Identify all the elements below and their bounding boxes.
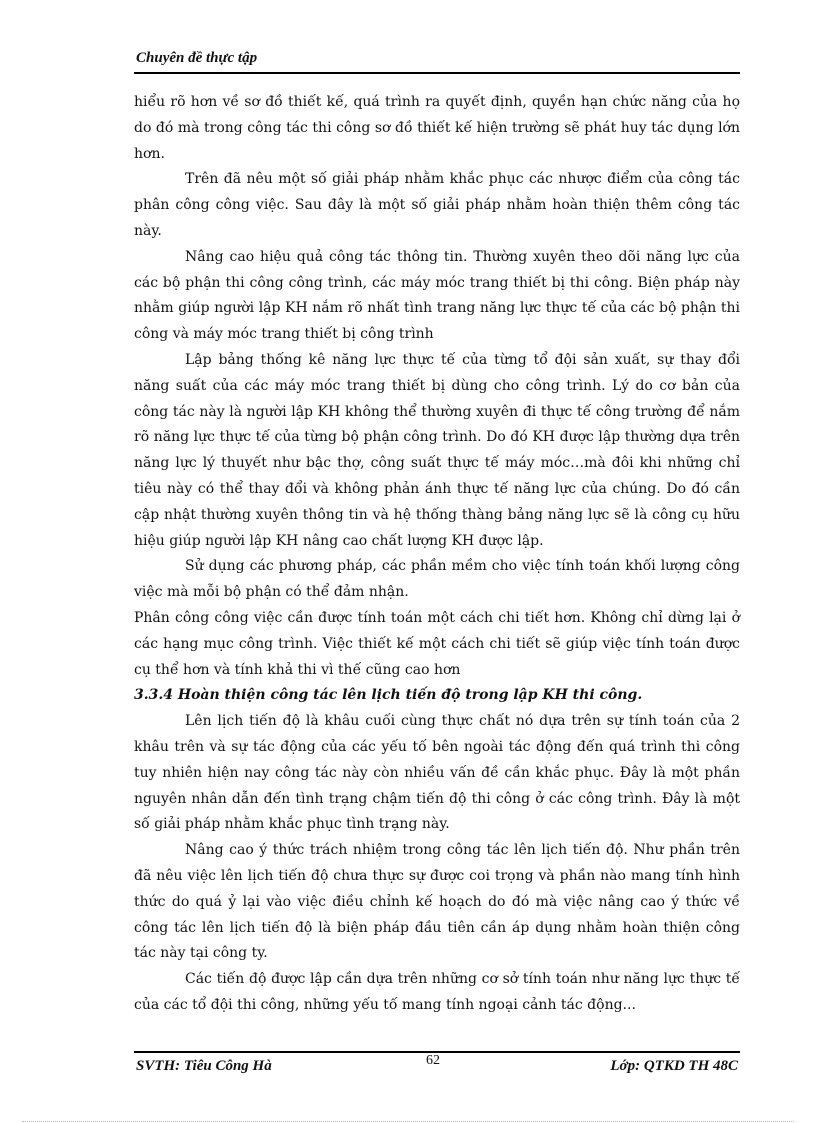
paragraph: Nâng cao hiệu quả công tác thông tin. Thường xuyên theo dõi năng lực của các bộ phận thi công công trình, các máy móc trang thiết bị thi công. Biện pháp này nhằm giúp người lập KH nắm rõ nhất tình trang năng lực thực tế của các bộ phận thi công và máy móc trang thiết bị công trình [134, 248, 740, 343]
section-heading: 3.3.4 Hoàn thiện công tác lên lịch tiến độ trong lập KH thi công. [134, 687, 643, 704]
paragraph: Lên lịch tiến độ là khâu cuối cùng thực chất nó dựa trên sự tính toán của 2 khâu trên và sự tác động của các yếu tố bên ngoài tác động đến quá trình thi công tuy nhiên hiện nay công tác này còn nhiều vấn đề cần khắc phục. Đây là một phần nguyên nhân dẫn đến tình trạng chậm tiến độ thi công ở các công trình. Đây là một số giải pháp nhằm khắc phục tình trạng này. [134, 713, 740, 833]
paragraph: Các tiến độ được lập cần dựa trên những cơ sở tính toán như năng lực thực tế của các tổ đội thi công, những yếu tố mang tính ngoại cảnh tác động... [134, 971, 740, 1013]
footer-student: SVTH: Tiêu Công Hà [136, 1058, 272, 1074]
page-footer [134, 1051, 740, 1083]
page-header [134, 50, 740, 74]
page-edge-divider [22, 1121, 794, 1122]
paragraph: Phân công công việc cần được tính toán một cách chi tiết hơn. Không chỉ dừng lại ở các hạng mục công trình. Việc thiết kế một cách chi tiết sẽ giúp việc tính toán được cụ thể hơn và tính khả thi vì thế cũng cao hơn [134, 609, 740, 678]
paragraph: hiểu rõ hơn về sơ đồ thiết kế, quá trình ra quyết định, quyền hạn chức năng của họ do đó mà trong công tác thi công sơ đồ thiết kế hiện trường sẽ phát huy tác dụng lớn hơn. [134, 94, 740, 162]
page-number: 62 [426, 1053, 440, 1068]
footer-class: Lớp: QTKD TH 48C [610, 1058, 738, 1074]
document-body [134, 90, 740, 1019]
header-title: Chuyên đề thực tập [136, 50, 258, 66]
paragraph: Lập bảng thống kê năng lực thực tế của từng tổ đội sản xuất, sự thay đổi năng suất của các máy móc trang thiết bị dùng cho công trình. Lý do cơ bản của công tác này là người lập KH không thể thường xuyên đi thực tế công trường để nắm rõ năng lực thực tế của từng bộ phận công trình. Do đó KH được lập thường dựa trên năng lực lý thuyết như bậc thợ, công suất thực tế máy móc…mà đôi khi những chỉ tiêu này có thể thay đổi và không phản ánh thực tế năng lực của chúng. Do đó cần cập nhật thường xuyên thông tin và hệ thống thàng bảng năng lực sẽ là công cụ hữu hiệu giúp người lập KH nâng cao chất lượng KH được lập. [134, 351, 740, 549]
paragraph: Sử dụng các phương pháp, các phần mềm cho việc tính toán khối lượng công việc mà mỗi bộ phận có thể đảm nhận. [134, 558, 740, 601]
paragraph: Nâng cao ý thức trách nhiệm trong công tác lên lịch tiến độ. Như phần trên đã nêu việc lên lịch tiến độ chưa thực sự được coi trọng và phần nào mang tính hình thức do quá ỷ lại vào việc điều chỉnh kế hoạch do đó mà việc nâng cao ý thức về công tác lên lịch tiến độ là biện pháp đầu tiên cần áp dụng nhằm hoàn thiện công tác này tại công ty. [134, 842, 740, 962]
paragraph: Trên đã nêu một số giải pháp nhằm khắc phục các nhược điểm của công tác phân công công việc. Sau đây là một số giải pháp nhằm hoàn thiện thêm công tác này. [134, 171, 740, 239]
